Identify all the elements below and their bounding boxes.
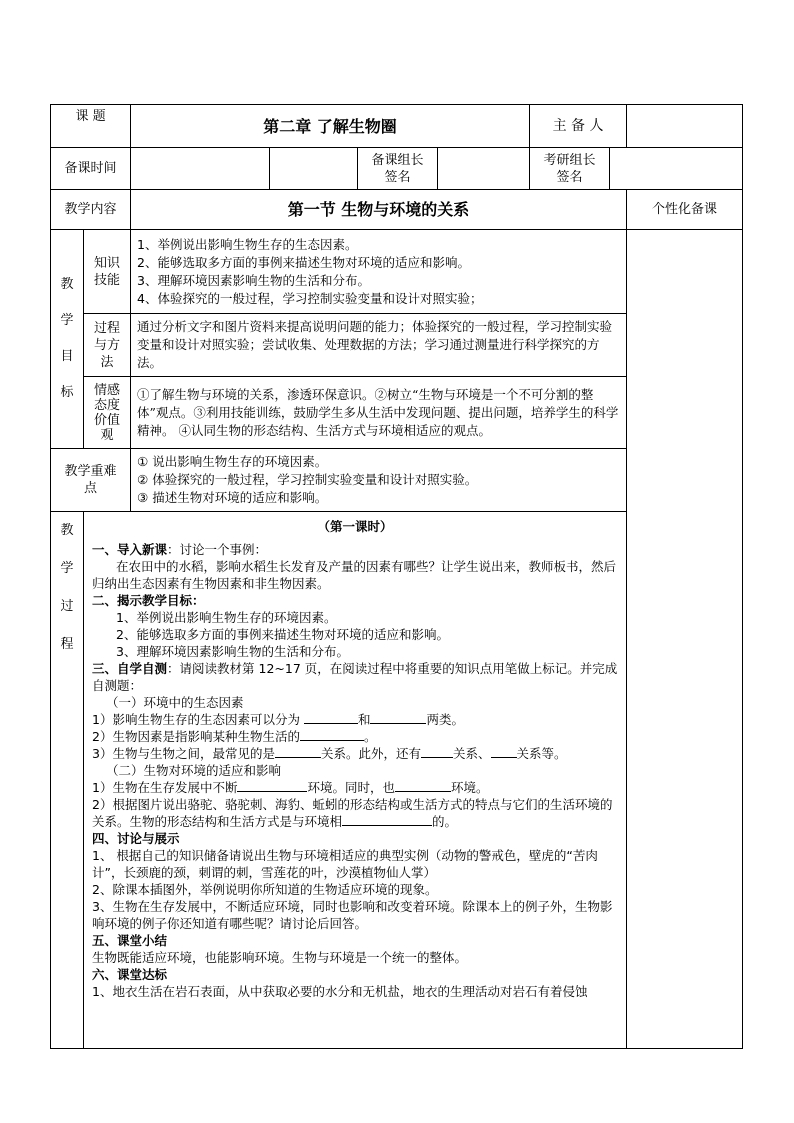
assessment-text: 1、地衣生活在岩石表面，从中获取必要的水分和无机盐，地衣的生理活动对岩石有着侵蚀 bbox=[92, 984, 588, 999]
process-side-char: 教 bbox=[60, 523, 74, 538]
emotion-label-line: 情感 bbox=[94, 382, 121, 398]
key-points-list bbox=[131, 449, 627, 512]
section-discussion-title: 四、讨论与展示 bbox=[92, 831, 180, 846]
research-leader-label-line2: 签名 bbox=[556, 169, 583, 185]
section-selftest-text: ：请阅读教材第 12~17 页，在阅读过程中将重要的知识点用笔做上标记。并完成自测题： bbox=[92, 661, 618, 693]
goal-knowledge-row bbox=[51, 230, 743, 314]
process-side-char: 过 bbox=[60, 599, 74, 614]
process-goal-text: 通过分析文字和图片资料来提高说明问题的能力；体验探究的一般过程，学习控制实验变量和设计对照实验；尝试收集、处理数据的方法；学习通过测量进行科学探究的方法。 bbox=[131, 314, 627, 377]
emotion-goal-text: ①了解生物与环境的关系，渗透环保意识。②树立“生物与环境是一个不可分割的整体”观点。③利用技能训练，鼓励学生多从生活中发现问题、提出问题，培养学生的科学精神。 ④认同生物的形态结构、生活方式与环境相适应的观点。 bbox=[131, 377, 627, 449]
lesson-plan-document bbox=[50, 104, 742, 1049]
selftest-subheading: （一）环境中的生态因素 bbox=[106, 695, 244, 710]
question-text: 的。 bbox=[432, 814, 458, 829]
prep-time-value[interactable] bbox=[131, 148, 270, 190]
research-leader-label-line1: 考研组长 bbox=[543, 152, 596, 168]
section-intro bbox=[92, 541, 618, 558]
process-side-label bbox=[51, 512, 84, 1049]
goals-side-char: 学 bbox=[60, 313, 74, 328]
process-label bbox=[84, 314, 131, 377]
knowledge-item: 4、体验探究的一般过程，学习控制实验变量和设计对照实验； bbox=[137, 290, 483, 306]
content-row bbox=[51, 190, 743, 230]
research-leader-signature[interactable] bbox=[610, 148, 743, 190]
process-label-line: 法 bbox=[100, 354, 114, 370]
question-text: 2）生物因素是指影响某种生物生活的 bbox=[92, 729, 300, 744]
goal-item: 2、能够选取多方面的事例来描述生物对环境的适应和影响。 bbox=[116, 627, 449, 642]
selftest-question bbox=[92, 779, 618, 796]
question-text: 和 bbox=[357, 712, 371, 727]
emotion-label bbox=[84, 377, 131, 449]
emotion-label-line: 态度 bbox=[94, 397, 121, 413]
goals-side-char: 标 bbox=[60, 385, 74, 400]
emotion-label-line: 价值 bbox=[94, 412, 121, 428]
prep-time-blank[interactable] bbox=[270, 148, 358, 190]
answer-blank[interactable] bbox=[370, 711, 426, 724]
question-text: 环境。 bbox=[450, 780, 489, 795]
personal-prep-label: 个性化备课 bbox=[627, 190, 743, 230]
prep-row bbox=[51, 148, 743, 190]
answer-blank[interactable] bbox=[395, 779, 451, 792]
summary-text: 生物既能适应环境，也能影响环境。生物与环境是一个统一的整体。 bbox=[92, 950, 468, 965]
personal-prep-column[interactable] bbox=[627, 230, 743, 1049]
answer-blank[interactable] bbox=[342, 813, 432, 826]
question-text: 关系。此外，还有 bbox=[320, 746, 421, 761]
selftest-question bbox=[92, 796, 618, 830]
key-point-item: ② 体验探究的一般过程，学习控制实验变量和设计对照实验。 bbox=[137, 472, 478, 487]
answer-blank[interactable] bbox=[304, 711, 358, 724]
key-points-label bbox=[51, 449, 131, 512]
group-leader-label-line1: 备课组长 bbox=[371, 152, 424, 168]
knowledge-item: 2、能够选取多方面的事例来描述生物对环境的适应和影响。 bbox=[137, 254, 470, 270]
selftest-subheading: （二）生物对环境的适应和影响 bbox=[106, 763, 282, 778]
goals-side-label bbox=[51, 230, 84, 449]
content-title: 第一节 生物与环境的关系 bbox=[131, 190, 627, 230]
goal-item: 3、理解环境因素影响生物的生活和分布。 bbox=[116, 644, 349, 659]
topic-title: 第二章 了解生物圈 bbox=[131, 105, 530, 148]
answer-blank[interactable] bbox=[300, 728, 364, 741]
section-assessment-title: 六、课堂达标 bbox=[92, 967, 168, 982]
question-text: 关系、 bbox=[452, 746, 491, 761]
process-side-char: 程 bbox=[60, 637, 74, 652]
preparer-label: 主 备 人 bbox=[530, 105, 627, 148]
discussion-item: 2、除课本插图外，举例说明你所知道的生物适应环境的现象。 bbox=[92, 882, 438, 897]
question-text: 两类。 bbox=[426, 712, 464, 727]
answer-blank[interactable] bbox=[421, 745, 453, 758]
question-text: 3）生物与生物之间，最常见的是 bbox=[92, 746, 275, 761]
selftest-question bbox=[92, 728, 618, 745]
knowledge-item: 1、举例说出影响生物生存的生态因素。 bbox=[137, 236, 358, 252]
section-goals-title: 二、揭示教学目标： bbox=[92, 593, 205, 608]
key-point-item: ① 说出影响生物生存的环境因素。 bbox=[137, 454, 328, 469]
key-point-item: ③ 描述生物对环境的适应和影响。 bbox=[137, 490, 328, 505]
group-leader-label bbox=[358, 148, 438, 190]
key-points-label-line: 点 bbox=[84, 481, 98, 496]
process-side-char: 学 bbox=[60, 561, 74, 576]
question-text: 环境。同时，也 bbox=[307, 780, 395, 795]
process-label-line: 与方 bbox=[94, 337, 121, 353]
discussion-item: 3、生物在生存发展中，不断适应环境，同时也影响和改变着环境。除课本上的例子外，生物影响环境的例子你还知道有哪些呢？请讨论后回答。 bbox=[92, 899, 613, 931]
knowledge-label-line: 知识 bbox=[94, 255, 121, 271]
topic-label: 课 题 bbox=[51, 105, 131, 148]
teaching-process-content bbox=[84, 512, 627, 1049]
prep-time-label: 备课时间 bbox=[51, 148, 131, 190]
selftest-question bbox=[92, 711, 618, 728]
discussion-item: 1、 根据自己的知识储备请说出生物与环境相适应的典型实例（动物的警戒色，壁虎的“苦肉计”，长颈鹿的颈，刺谓的刺，雪莲花的叶，沙漠植物仙人掌） bbox=[92, 848, 598, 880]
process-label-line: 过程 bbox=[94, 320, 121, 336]
emotion-label-line: 观 bbox=[100, 427, 114, 443]
selftest-question bbox=[92, 745, 618, 762]
answer-blank[interactable] bbox=[491, 745, 517, 758]
topic-row bbox=[51, 105, 743, 148]
section-intro-text: 在农田中的水稻，影响水稻生长发育及产量的因素有哪些？让学生说出来，教师板书，然后归纳出生态因素有生物因素和非生物因素。 bbox=[92, 559, 617, 591]
question-text: 关系等。 bbox=[516, 746, 567, 761]
knowledge-list bbox=[131, 230, 627, 314]
section-summary-title: 五、课堂小结 bbox=[92, 933, 168, 948]
lesson-number: （第一课时） bbox=[317, 519, 393, 534]
section-selftest-title: 三、自学自测 bbox=[92, 661, 168, 676]
key-points-label-line: 教学重难 bbox=[64, 464, 117, 479]
preparer-value[interactable] bbox=[627, 105, 743, 148]
goals-side-char: 教 bbox=[60, 277, 74, 292]
section-intro-lead: ：讨论一个事例： bbox=[167, 542, 268, 557]
question-text: 1）影响生物生存的生态因素可以分为 bbox=[92, 712, 304, 727]
group-leader-signature[interactable] bbox=[438, 148, 530, 190]
goal-item: 1、举例说出影响生物生存的环境因素。 bbox=[116, 610, 337, 625]
group-leader-label-line2: 签名 bbox=[384, 169, 411, 185]
section-intro-title: 一、导入新课 bbox=[92, 542, 168, 557]
lesson-plan-table bbox=[50, 104, 743, 1049]
section-selftest bbox=[92, 660, 618, 694]
knowledge-label bbox=[84, 230, 131, 314]
question-text: 2）根据图片说出骆驼、骆驼刺、海豹、蚯蚓的形态结构或生活方式的特点与它们的生活环境的关系。生物的形态结构和生活方式是与环境相 bbox=[92, 797, 613, 829]
research-leader-label bbox=[530, 148, 610, 190]
answer-blank[interactable] bbox=[275, 745, 321, 758]
question-text: 。 bbox=[363, 729, 377, 744]
content-label: 教学内容 bbox=[51, 190, 131, 230]
knowledge-item: 3、理解环境因素影响生物的生活和分布。 bbox=[137, 272, 370, 288]
question-text: 1）生物在生存发展中不断 bbox=[92, 780, 238, 795]
goals-side-char: 目 bbox=[60, 349, 74, 364]
knowledge-label-line: 技能 bbox=[94, 272, 121, 288]
answer-blank[interactable] bbox=[237, 779, 307, 792]
